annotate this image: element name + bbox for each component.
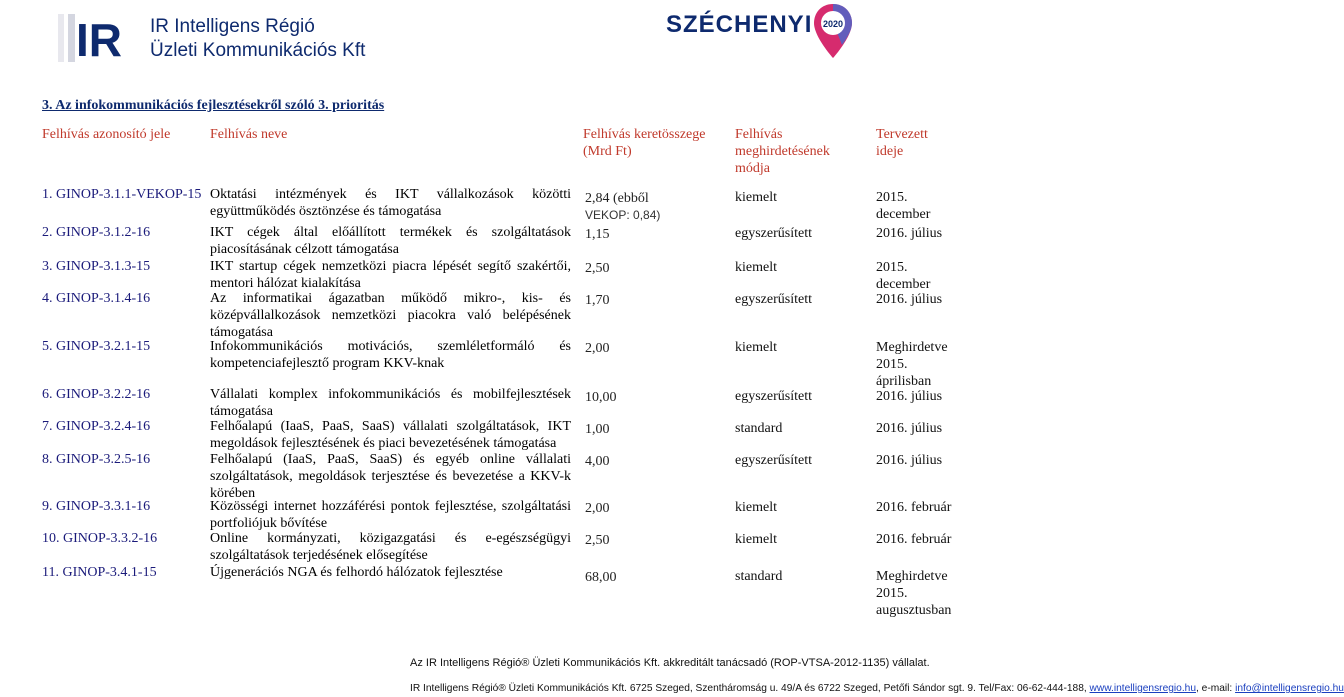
row-date-line-1: Meghirdetve <box>876 340 948 355</box>
row-date-line-1: 2015. <box>876 190 908 205</box>
column-header-mode: Felhívás meghirdetésének módja <box>735 127 830 176</box>
row-date <box>876 420 960 437</box>
row-amount-value: 2,84 (ebből <box>585 191 649 206</box>
row-date-line-1: 2016. február <box>876 500 952 515</box>
row-amount <box>585 532 705 549</box>
row-date-line-2: 2015. <box>876 357 908 372</box>
row-date <box>876 568 960 619</box>
location-pin-icon <box>812 2 854 60</box>
row-date <box>876 499 960 516</box>
row-amount-value: 2,50 <box>585 261 610 276</box>
section-title: 3. Az infokommunikációs fejlesztésekről szóló 3. prioritás <box>42 98 385 113</box>
column-header-date: Tervezett ideje <box>876 127 928 159</box>
row-name: IKT startup cégek nemzetközi piacra lépését segítő szakértői, mentori hálózat kialakítása <box>210 259 571 291</box>
footer-address: IR Intelligens Régió® Üzleti Kommunikációs Kft. 6725 Szeged, Szentháromság u. 49/A és 6722 Szeged, Petőfi Sándor sgt. 9. Tel/Fax: 06-62-444-188, <box>410 683 1090 694</box>
row-date <box>876 189 960 223</box>
row-date-line-3: augusztusban <box>876 603 952 618</box>
website-link[interactable]: www.intelligensregio.hu <box>1089 683 1196 694</box>
row-mode: kiemelt <box>735 190 777 205</box>
row-id: 8. GINOP-3.2.5-16 <box>42 452 151 467</box>
footer-accreditation: Az IR Intelligens Régió® Üzleti Kommunikációs Kft. akkreditált tanácsadó (ROP-VTSA-2012-1135) vállalat. <box>410 657 930 669</box>
row-date-line-1: 2016. július <box>876 292 943 307</box>
ir-intelligens-regio-logo <box>56 8 366 66</box>
row-amount <box>585 500 705 517</box>
ir-logo-icon <box>56 12 146 64</box>
row-mode: standard <box>735 569 783 584</box>
row-mode: kiemelt <box>735 532 777 547</box>
row-amount-value: 1,15 <box>585 227 610 242</box>
row-date <box>876 531 960 548</box>
row-amount-value: 1,00 <box>585 422 610 437</box>
row-date <box>876 339 960 390</box>
email-prefix: , e-mail: <box>1196 683 1236 694</box>
row-date-line-1: 2016. július <box>876 226 943 241</box>
ir-logo-line2: Üzleti Kommunikációs Kft <box>150 40 366 61</box>
row-date <box>876 225 960 242</box>
row-name: Online kormányzati, közigazgatási és e-egészségügyi szolgáltatások terjedésének elősegítése <box>210 531 571 563</box>
row-amount <box>585 260 705 277</box>
row-date-line-2: december <box>876 207 931 222</box>
row-id: 9. GINOP-3.3.1-16 <box>42 499 151 514</box>
row-id: 1. GINOP-3.1.1-VEKOP-15 <box>42 187 202 202</box>
row-mode: egyszerűsített <box>735 226 812 241</box>
row-date-line-1: 2016. július <box>876 421 943 436</box>
row-id: 3. GINOP-3.1.3-15 <box>42 259 151 274</box>
row-amount-value: 10,00 <box>585 390 617 405</box>
row-amount-value: 1,70 <box>585 293 610 308</box>
row-name: Infokommunikációs motivációs, szemléletformáló és kompetenciafejlesztő program KKV-knak <box>210 339 571 371</box>
row-amount-value: 4,00 <box>585 454 610 469</box>
row-id: 4. GINOP-3.1.4-16 <box>42 291 151 306</box>
szechenyi-2020-logo <box>666 2 866 66</box>
row-id: 7. GINOP-3.2.4-16 <box>42 419 151 434</box>
row-mode: standard <box>735 421 783 436</box>
row-date-line-1: 2016. július <box>876 389 943 404</box>
row-amount-value: 2,00 <box>585 341 610 356</box>
row-amount <box>585 292 705 309</box>
row-date-line-3: áprilisban <box>876 374 932 389</box>
row-amount-value: 68,00 <box>585 570 617 585</box>
row-date <box>876 452 960 469</box>
column-header-name: Felhívás neve <box>210 127 288 142</box>
row-mode: egyszerűsített <box>735 389 812 404</box>
row-date <box>876 259 960 293</box>
row-id: 6. GINOP-3.2.2-16 <box>42 387 151 402</box>
row-amount-value: 2,00 <box>585 501 610 516</box>
row-date-line-1: 2016. február <box>876 532 952 547</box>
szechenyi-logo-word: SZÉCHENYI <box>666 11 813 38</box>
row-name: Közösségi internet hozzáférési pontok fejlesztése, szolgáltatási portfoliójuk bővítése <box>210 499 571 531</box>
ir-logo-line1: IR Intelligens Régió <box>150 16 315 37</box>
row-date-line-1: Meghirdetve <box>876 569 948 584</box>
svg-text:2020: 2020 <box>822 19 844 29</box>
row-amount <box>585 421 705 438</box>
row-mode: egyszerűsített <box>735 292 812 307</box>
svg-text:IR: IR <box>76 14 122 66</box>
row-name: Oktatási intézmények és IKT vállalkozások közötti együttműködés ösztönzése és támogatása <box>210 187 571 219</box>
row-name: Vállalati komplex infokommunikációs és mobilfejlesztések támogatása <box>210 387 571 419</box>
row-name: Újgenerációs NGA és felhordó hálózatok fejlesztése <box>210 565 503 580</box>
row-amount <box>585 453 705 470</box>
row-amount <box>585 190 705 224</box>
row-amount <box>585 389 705 406</box>
row-id: 2. GINOP-3.1.2-16 <box>42 225 151 240</box>
row-amount <box>585 226 705 243</box>
row-mode: kiemelt <box>735 340 777 355</box>
row-mode: kiemelt <box>735 500 777 515</box>
row-amount-sub: VEKOP: 0,84) <box>585 208 661 222</box>
row-id: 5. GINOP-3.2.1-15 <box>42 339 151 354</box>
row-date-line-2: 2015. <box>876 586 908 601</box>
row-date-line-1: 2016. július <box>876 453 943 468</box>
row-date <box>876 388 960 405</box>
row-date-line-2: december <box>876 277 931 292</box>
row-mode: egyszerűsített <box>735 453 812 468</box>
row-amount <box>585 569 705 586</box>
column-header-amount: Felhívás keretösszege (Mrd Ft) <box>583 127 706 159</box>
row-date <box>876 291 960 308</box>
footer-contact <box>410 683 1344 694</box>
column-header-id: Felhívás azonosító jele <box>42 127 171 142</box>
row-name: Az informatikai ágazatban működő mikro-, kis- és középvállalkozások nemzetközi piacokra való belépésének támogatása <box>210 291 571 340</box>
row-amount-value: 2,50 <box>585 533 610 548</box>
row-mode: kiemelt <box>735 260 777 275</box>
row-name: Felhőalapú (IaaS, PaaS, SaaS) és egyéb online vállalati szolgáltatások, megoldások terjesztése és bevezetése a KKV-k körében <box>210 452 571 501</box>
row-amount <box>585 340 705 357</box>
row-id: 10. GINOP-3.3.2-16 <box>42 531 158 546</box>
row-id: 11. GINOP-3.4.1-15 <box>42 565 157 580</box>
email-link[interactable]: info@intelligensregio.hu <box>1235 683 1344 694</box>
row-name: IKT cégek által előállított termékek és szolgáltatások piacosításának célzott támogatása <box>210 225 571 257</box>
row-name: Felhőalapú (IaaS, PaaS, SaaS) vállalati szolgáltatások, IKT megoldások fejlesztésének és piaci bevezetésének támogatása <box>210 419 571 451</box>
row-date-line-1: 2015. <box>876 260 908 275</box>
